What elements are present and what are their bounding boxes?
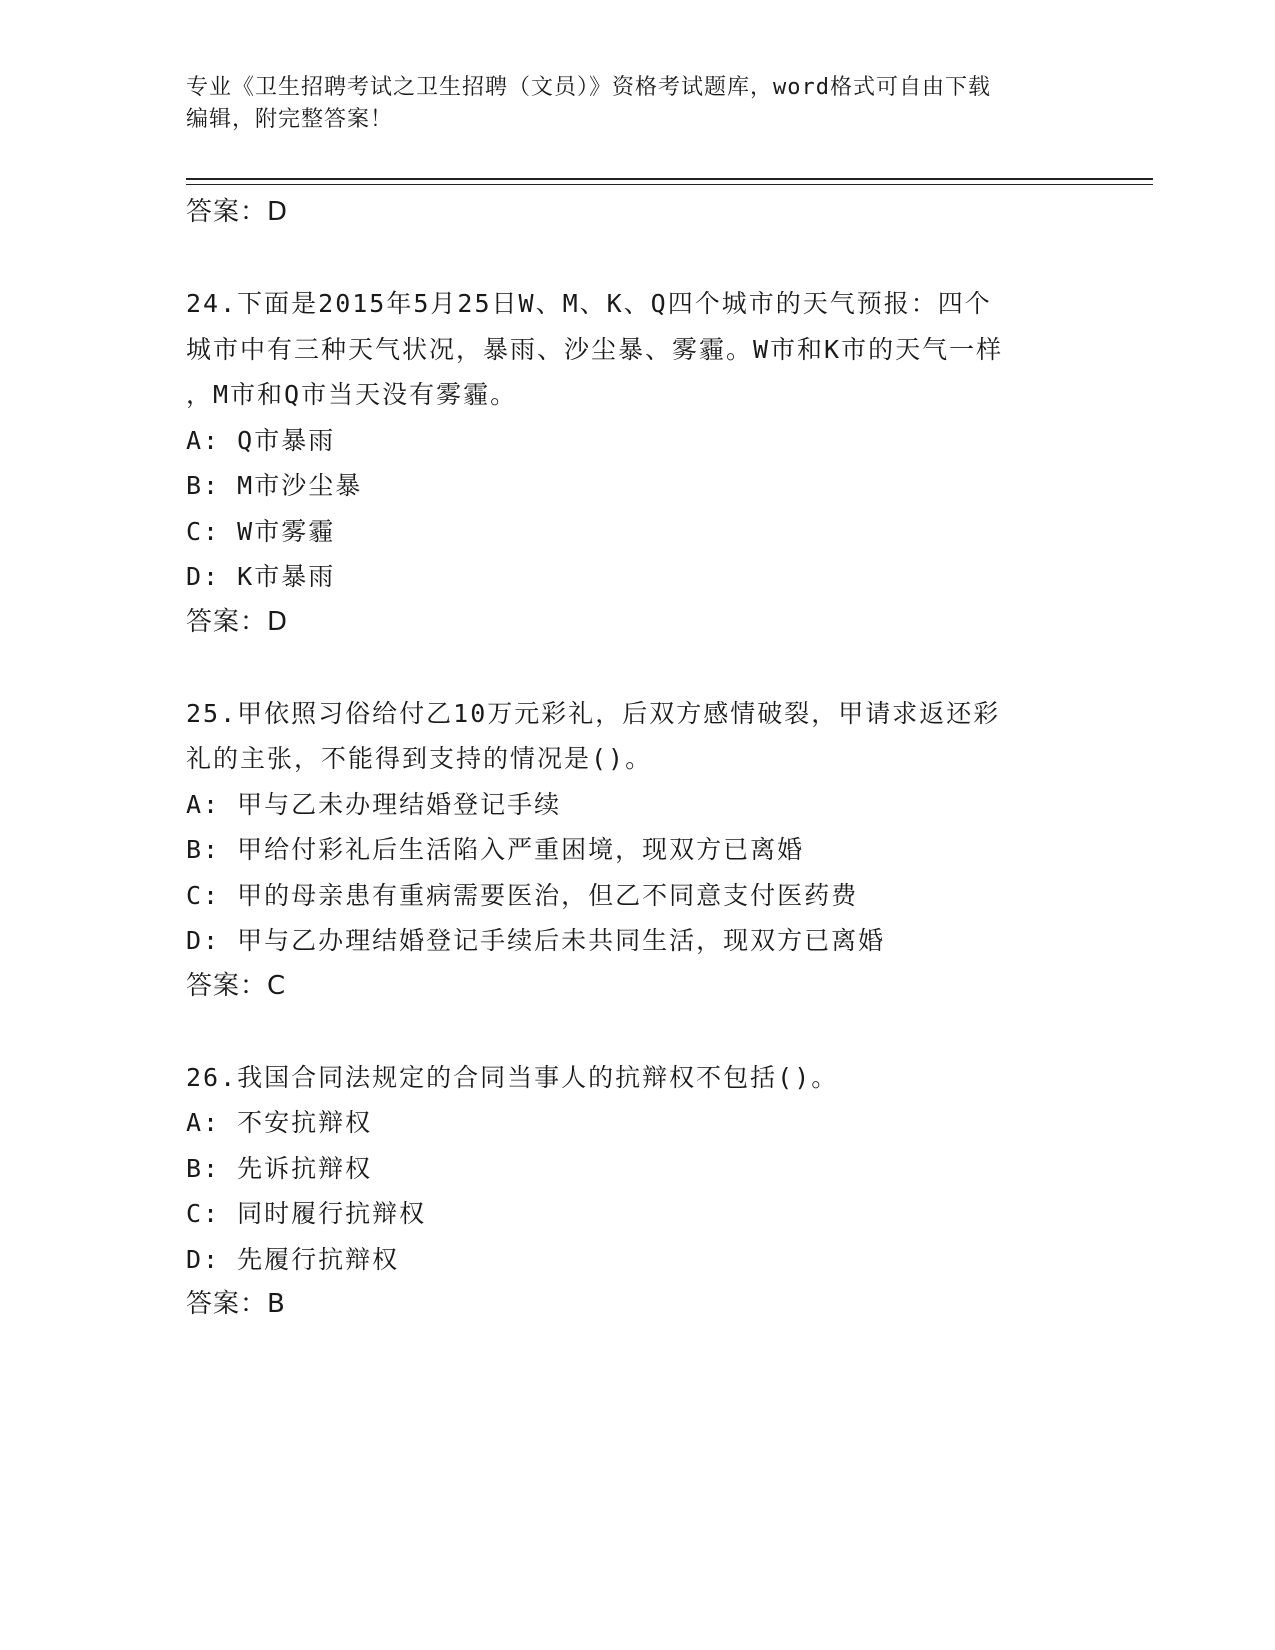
spacer: [186, 236, 1086, 282]
header-divider-thin: [186, 184, 1153, 185]
header-line-1: 专业《卫生招聘考试之卫生招聘（文员）》资格考试题库，word格式可自由下载: [186, 75, 991, 100]
option-c: C: 同时履行抗辩权: [186, 1199, 427, 1228]
option-a: A: Q市暴雨: [186, 425, 336, 455]
option-b: B: 先诉抗辩权: [186, 1153, 373, 1183]
option-a: A: 甲与乙未办理结婚登记手续: [186, 789, 562, 819]
spacer: [186, 645, 1086, 691]
document-header: [186, 72, 1086, 136]
spacer: [186, 1009, 1086, 1055]
question-24: [186, 281, 1086, 645]
question-26: [186, 1055, 1086, 1328]
question-stem-line: 25.甲依照习俗给付乙10万元彩礼，后双方感情破裂，甲请求返还彩: [186, 698, 1001, 728]
header-divider: [186, 178, 1153, 180]
question-stem-line: 26.我国合同法规定的合同当事人的抗辩权不包括()。: [186, 1062, 839, 1092]
answer: 答案：B: [186, 1289, 286, 1319]
option-d: D: 甲与乙办理结婚登记手续后未共同生活，现双方已离婚: [186, 926, 886, 955]
previous-answer: 答案：D: [186, 197, 289, 227]
header-line-2: 编辑，附完整答案！: [186, 107, 394, 132]
question-stem-line: 城市中有三种天气状况，暴雨、沙尘暴、雾霾。W市和K市的天气一样: [186, 334, 1004, 364]
question-stem-line: 礼的主张，不能得到支持的情况是()。: [186, 744, 653, 773]
option-d: D: K市暴雨: [186, 562, 336, 591]
document-body: [186, 190, 1086, 1328]
question-stem-line: 24.下面是2015年5月25日W、M、K、Q四个城市的天气预报：四个: [186, 289, 992, 318]
answer: 答案：D: [186, 606, 289, 637]
option-d: D: 先履行抗辩权: [186, 1244, 400, 1274]
option-c: C: 甲的母亲患有重病需要医治，但乙不同意支付医药费: [186, 880, 859, 910]
option-b: B: 甲给付彩礼后生活陷入严重困境，现双方已离婚: [186, 835, 805, 864]
answer: 答案：C: [186, 970, 287, 1001]
question-25: [186, 691, 1086, 1010]
option-a: A: 不安抗辩权: [186, 1108, 373, 1137]
question-stem-line: ，M市和Q市当天没有雾霾。: [186, 380, 518, 409]
option-b: B: M市沙尘暴: [186, 471, 363, 500]
option-c: C: W市雾霾: [186, 516, 336, 546]
